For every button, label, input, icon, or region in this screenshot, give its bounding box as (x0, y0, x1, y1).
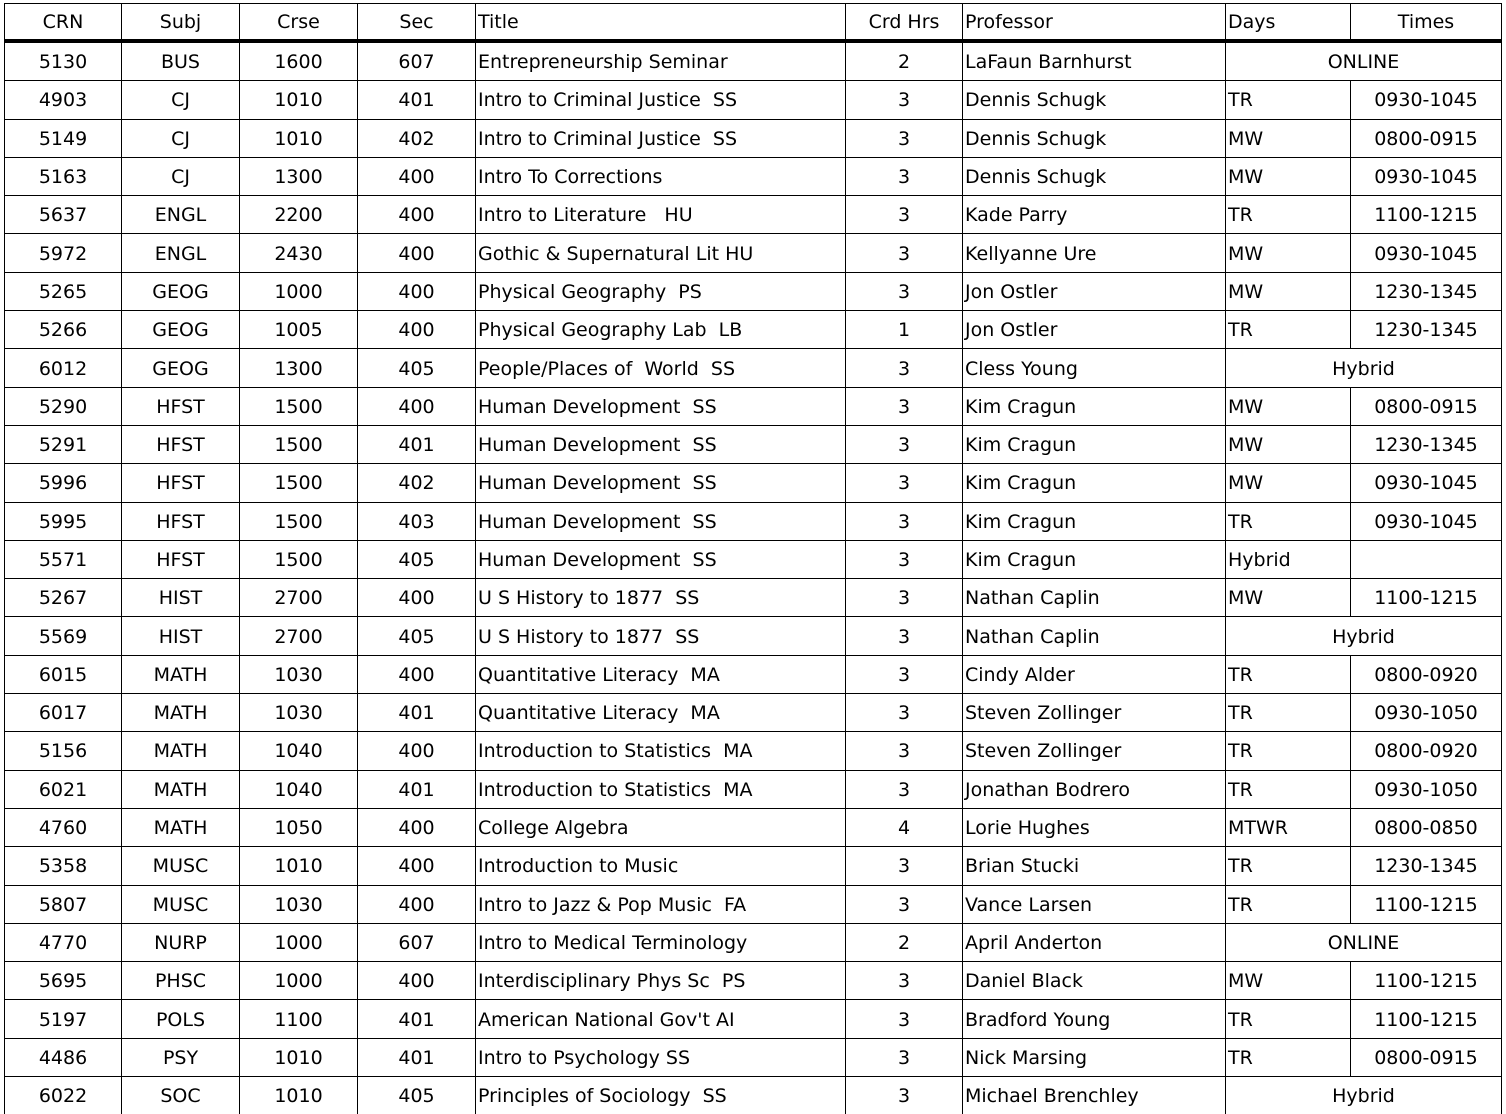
cell-days-times: ONLINE (1226, 923, 1502, 961)
cell-days-times: Hybrid (1226, 349, 1502, 387)
cell-crn: 4770 (5, 923, 122, 961)
cell-title: American National Gov't AI (476, 1000, 846, 1038)
cell-crd: 3 (846, 617, 963, 655)
cell-subj: MATH (122, 655, 240, 693)
cell-title: Introduction to Statistics MA (476, 732, 846, 770)
cell-sec: 401 (358, 1000, 476, 1038)
cell-subj: GEOG (122, 311, 240, 349)
cell-crd: 2 (846, 41, 963, 81)
table-body (5, 41, 1502, 1114)
cell-prof: Jonathan Bodrero (963, 770, 1226, 808)
cell-sec: 400 (358, 157, 476, 195)
cell-days-times: Hybrid (1226, 1077, 1502, 1114)
table-row (5, 1000, 1502, 1038)
cell-crse: 1010 (240, 119, 358, 157)
cell-subj: MUSC (122, 885, 240, 923)
cell-subj: HFST (122, 387, 240, 425)
cell-crd: 3 (846, 579, 963, 617)
cell-crn: 5637 (5, 196, 122, 234)
cell-crd: 3 (846, 655, 963, 693)
cell-sec: 403 (358, 502, 476, 540)
cell-title: Intro to Literature HU (476, 196, 846, 234)
cell-prof: Cindy Alder (963, 655, 1226, 693)
cell-title: Physical Geography PS (476, 272, 846, 310)
cell-times: 1100-1215 (1351, 962, 1502, 1000)
cell-days: TR (1226, 196, 1351, 234)
cell-prof: Nick Marsing (963, 1038, 1226, 1076)
cell-days: TR (1226, 81, 1351, 119)
cell-crd: 3 (846, 157, 963, 195)
cell-crse: 1030 (240, 885, 358, 923)
cell-times: 0800-0915 (1351, 1038, 1502, 1076)
cell-prof: Kim Cragun (963, 464, 1226, 502)
cell-days: TR (1226, 502, 1351, 540)
cell-sec: 400 (358, 196, 476, 234)
cell-crse: 1010 (240, 81, 358, 119)
header-days: Days (1226, 4, 1351, 42)
cell-times: 1230-1345 (1351, 425, 1502, 463)
cell-subj: GEOG (122, 272, 240, 310)
cell-crd: 3 (846, 770, 963, 808)
cell-sec: 405 (358, 349, 476, 387)
cell-subj: POLS (122, 1000, 240, 1038)
cell-prof: LaFaun Barnhurst (963, 41, 1226, 81)
cell-title: Intro to Criminal Justice SS (476, 119, 846, 157)
cell-crse: 1040 (240, 732, 358, 770)
cell-times: 1230-1345 (1351, 272, 1502, 310)
cell-subj: MUSC (122, 847, 240, 885)
cell-crse: 1100 (240, 1000, 358, 1038)
cell-sec: 401 (358, 770, 476, 808)
cell-crn: 5290 (5, 387, 122, 425)
cell-prof: Cless Young (963, 349, 1226, 387)
cell-crn: 6022 (5, 1077, 122, 1114)
cell-times: 0930-1045 (1351, 502, 1502, 540)
cell-crse: 1500 (240, 540, 358, 578)
cell-title: Interdisciplinary Phys Sc PS (476, 962, 846, 1000)
cell-crse: 1600 (240, 41, 358, 81)
cell-crn: 5695 (5, 962, 122, 1000)
cell-crse: 1300 (240, 349, 358, 387)
cell-crse: 1500 (240, 425, 358, 463)
table-row (5, 579, 1502, 617)
cell-times: 1230-1345 (1351, 847, 1502, 885)
cell-title: Intro To Corrections (476, 157, 846, 195)
cell-title: U S History to 1877 SS (476, 617, 846, 655)
cell-days: Hybrid (1226, 540, 1351, 578)
cell-prof: Steven Zollinger (963, 694, 1226, 732)
cell-crn: 5156 (5, 732, 122, 770)
cell-prof: Michael Brenchley (963, 1077, 1226, 1114)
table-row (5, 196, 1502, 234)
cell-sec: 400 (358, 962, 476, 1000)
table-row (5, 387, 1502, 425)
cell-subj: PSY (122, 1038, 240, 1076)
cell-crd: 1 (846, 311, 963, 349)
cell-crn: 5265 (5, 272, 122, 310)
cell-days: TR (1226, 1000, 1351, 1038)
cell-crse: 1010 (240, 1077, 358, 1114)
table-row (5, 962, 1502, 1000)
cell-prof: Kade Parry (963, 196, 1226, 234)
cell-subj: HIST (122, 617, 240, 655)
cell-title: Principles of Sociology SS (476, 1077, 846, 1114)
cell-days: MW (1226, 387, 1351, 425)
cell-days: MTWR (1226, 808, 1351, 846)
cell-crn: 5571 (5, 540, 122, 578)
cell-crd: 3 (846, 1000, 963, 1038)
table-row (5, 617, 1502, 655)
cell-sec: 402 (358, 464, 476, 502)
cell-days-times: ONLINE (1226, 41, 1502, 81)
cell-times: 0930-1045 (1351, 81, 1502, 119)
cell-title: Human Development SS (476, 387, 846, 425)
cell-subj: PHSC (122, 962, 240, 1000)
cell-days: MW (1226, 119, 1351, 157)
cell-prof: Jon Ostler (963, 272, 1226, 310)
cell-prof: Kim Cragun (963, 540, 1226, 578)
cell-crd: 3 (846, 425, 963, 463)
cell-crn: 6015 (5, 655, 122, 693)
cell-crn: 5995 (5, 502, 122, 540)
cell-title: Intro to Criminal Justice SS (476, 81, 846, 119)
cell-prof: April Anderton (963, 923, 1226, 961)
cell-times: 0800-0850 (1351, 808, 1502, 846)
cell-times (1351, 540, 1502, 578)
cell-times: 1100-1215 (1351, 579, 1502, 617)
cell-crd: 3 (846, 502, 963, 540)
cell-title: People/Places of World SS (476, 349, 846, 387)
table-row (5, 694, 1502, 732)
header-professor: Professor (963, 4, 1226, 42)
cell-title: Quantitative Literacy MA (476, 694, 846, 732)
cell-times: 0930-1050 (1351, 694, 1502, 732)
table-row (5, 923, 1502, 961)
cell-title: Human Development SS (476, 464, 846, 502)
cell-title: Intro to Medical Terminology (476, 923, 846, 961)
cell-sec: 400 (358, 655, 476, 693)
cell-crse: 2700 (240, 617, 358, 655)
cell-crn: 5291 (5, 425, 122, 463)
course-schedule-table (4, 3, 1502, 1114)
cell-sec: 400 (358, 579, 476, 617)
cell-sec: 405 (358, 540, 476, 578)
cell-title: Human Development SS (476, 425, 846, 463)
cell-title: College Algebra (476, 808, 846, 846)
cell-sec: 401 (358, 81, 476, 119)
cell-subj: HFST (122, 540, 240, 578)
cell-crn: 6017 (5, 694, 122, 732)
cell-sec: 400 (358, 885, 476, 923)
cell-crd: 2 (846, 923, 963, 961)
cell-crn: 4760 (5, 808, 122, 846)
header-subj: Subj (122, 4, 240, 42)
cell-crse: 1300 (240, 157, 358, 195)
cell-crd: 3 (846, 81, 963, 119)
table-row (5, 41, 1502, 81)
cell-sec: 607 (358, 923, 476, 961)
cell-crn: 5972 (5, 234, 122, 272)
header-crd-hrs: Crd Hrs (846, 4, 963, 42)
cell-crd: 3 (846, 349, 963, 387)
cell-crn: 5197 (5, 1000, 122, 1038)
cell-sec: 400 (358, 847, 476, 885)
cell-crse: 1000 (240, 962, 358, 1000)
cell-times: 0930-1045 (1351, 464, 1502, 502)
cell-subj: SOC (122, 1077, 240, 1114)
cell-prof: Dennis Schugk (963, 81, 1226, 119)
cell-title: U S History to 1877 SS (476, 579, 846, 617)
cell-crd: 3 (846, 847, 963, 885)
cell-sec: 400 (358, 234, 476, 272)
cell-crse: 1010 (240, 1038, 358, 1076)
cell-days: MW (1226, 464, 1351, 502)
cell-crse: 1000 (240, 272, 358, 310)
cell-prof: Lorie Hughes (963, 808, 1226, 846)
table-row (5, 464, 1502, 502)
cell-times: 0800-0920 (1351, 655, 1502, 693)
cell-crn: 4486 (5, 1038, 122, 1076)
cell-days: MW (1226, 234, 1351, 272)
cell-subj: BUS (122, 41, 240, 81)
cell-prof: Nathan Caplin (963, 617, 1226, 655)
cell-crse: 1050 (240, 808, 358, 846)
cell-days: MW (1226, 272, 1351, 310)
table-row (5, 272, 1502, 310)
cell-times: 1100-1215 (1351, 1000, 1502, 1038)
cell-sec: 405 (358, 617, 476, 655)
cell-subj: HIST (122, 579, 240, 617)
cell-days: TR (1226, 1038, 1351, 1076)
table-row (5, 81, 1502, 119)
header-times: Times (1351, 4, 1502, 42)
cell-days: TR (1226, 694, 1351, 732)
cell-crd: 3 (846, 1077, 963, 1114)
cell-crn: 4903 (5, 81, 122, 119)
cell-title: Gothic & Supernatural Lit HU (476, 234, 846, 272)
header-row (5, 4, 1502, 42)
cell-subj: CJ (122, 81, 240, 119)
cell-title: Entrepreneurship Seminar (476, 41, 846, 81)
cell-title: Intro to Psychology SS (476, 1038, 846, 1076)
cell-days: MW (1226, 425, 1351, 463)
cell-crd: 3 (846, 119, 963, 157)
cell-crse: 2700 (240, 579, 358, 617)
cell-crse: 1000 (240, 923, 358, 961)
header-crse: Crse (240, 4, 358, 42)
cell-sec: 400 (358, 311, 476, 349)
table-header (5, 4, 1502, 42)
cell-crn: 5807 (5, 885, 122, 923)
cell-prof: Kellyanne Ure (963, 234, 1226, 272)
cell-crse: 2200 (240, 196, 358, 234)
cell-crse: 1005 (240, 311, 358, 349)
cell-crse: 1500 (240, 464, 358, 502)
cell-sec: 401 (358, 694, 476, 732)
cell-prof: Jon Ostler (963, 311, 1226, 349)
cell-times: 1100-1215 (1351, 196, 1502, 234)
cell-crse: 1010 (240, 847, 358, 885)
cell-subj: CJ (122, 157, 240, 195)
table-row (5, 502, 1502, 540)
cell-title: Introduction to Music (476, 847, 846, 885)
cell-prof: Daniel Black (963, 962, 1226, 1000)
cell-days: TR (1226, 732, 1351, 770)
cell-title: Physical Geography Lab LB (476, 311, 846, 349)
cell-crd: 3 (846, 694, 963, 732)
table-row (5, 1077, 1502, 1114)
table-row (5, 808, 1502, 846)
cell-crd: 3 (846, 1038, 963, 1076)
cell-title: Quantitative Literacy MA (476, 655, 846, 693)
cell-prof: Bradford Young (963, 1000, 1226, 1038)
cell-crd: 3 (846, 540, 963, 578)
cell-times: 0800-0915 (1351, 119, 1502, 157)
cell-crn: 6012 (5, 349, 122, 387)
cell-crn: 5130 (5, 41, 122, 81)
cell-days: TR (1226, 655, 1351, 693)
cell-crd: 3 (846, 196, 963, 234)
cell-crse: 1040 (240, 770, 358, 808)
cell-crd: 3 (846, 234, 963, 272)
cell-days: TR (1226, 311, 1351, 349)
table-row (5, 732, 1502, 770)
cell-prof: Dennis Schugk (963, 157, 1226, 195)
cell-prof: Steven Zollinger (963, 732, 1226, 770)
header-title: Title (476, 4, 846, 42)
cell-crn: 5267 (5, 579, 122, 617)
cell-crn: 6021 (5, 770, 122, 808)
cell-subj: MATH (122, 694, 240, 732)
cell-days-times: Hybrid (1226, 617, 1502, 655)
cell-crd: 3 (846, 885, 963, 923)
cell-subj: HFST (122, 464, 240, 502)
table-row (5, 234, 1502, 272)
cell-crn: 5996 (5, 464, 122, 502)
cell-subj: NURP (122, 923, 240, 961)
cell-crd: 3 (846, 732, 963, 770)
cell-title: Introduction to Statistics MA (476, 770, 846, 808)
cell-days: TR (1226, 885, 1351, 923)
cell-crd: 3 (846, 464, 963, 502)
cell-days: TR (1226, 770, 1351, 808)
cell-times: 0800-0920 (1351, 732, 1502, 770)
cell-days: MW (1226, 157, 1351, 195)
cell-subj: ENGL (122, 234, 240, 272)
table-row (5, 425, 1502, 463)
table-row (5, 349, 1502, 387)
table-row (5, 157, 1502, 195)
table-row (5, 1038, 1502, 1076)
cell-prof: Vance Larsen (963, 885, 1226, 923)
cell-crn: 5163 (5, 157, 122, 195)
table-row (5, 770, 1502, 808)
cell-times: 0800-0915 (1351, 387, 1502, 425)
cell-prof: Nathan Caplin (963, 579, 1226, 617)
cell-sec: 400 (358, 272, 476, 310)
cell-sec: 401 (358, 1038, 476, 1076)
table-row (5, 540, 1502, 578)
cell-subj: HFST (122, 502, 240, 540)
cell-title: Human Development SS (476, 540, 846, 578)
cell-subj: ENGL (122, 196, 240, 234)
cell-crn: 5569 (5, 617, 122, 655)
cell-crd: 4 (846, 808, 963, 846)
cell-crse: 1030 (240, 655, 358, 693)
table-row (5, 311, 1502, 349)
cell-times: 1100-1215 (1351, 885, 1502, 923)
cell-sec: 401 (358, 425, 476, 463)
cell-days: TR (1226, 847, 1351, 885)
cell-sec: 402 (358, 119, 476, 157)
cell-times: 0930-1045 (1351, 234, 1502, 272)
cell-times: 0930-1050 (1351, 770, 1502, 808)
cell-prof: Brian Stucki (963, 847, 1226, 885)
cell-crse: 1500 (240, 502, 358, 540)
cell-days: MW (1226, 962, 1351, 1000)
cell-times: 1230-1345 (1351, 311, 1502, 349)
cell-sec: 400 (358, 808, 476, 846)
cell-prof: Kim Cragun (963, 387, 1226, 425)
cell-crn: 5266 (5, 311, 122, 349)
cell-title: Intro to Jazz & Pop Music FA (476, 885, 846, 923)
table-row (5, 885, 1502, 923)
cell-crn: 5358 (5, 847, 122, 885)
cell-subj: HFST (122, 425, 240, 463)
cell-crn: 5149 (5, 119, 122, 157)
table-row (5, 119, 1502, 157)
cell-crd: 3 (846, 387, 963, 425)
cell-subj: MATH (122, 770, 240, 808)
cell-title: Human Development SS (476, 502, 846, 540)
cell-crse: 1030 (240, 694, 358, 732)
cell-prof: Kim Cragun (963, 425, 1226, 463)
cell-crse: 1500 (240, 387, 358, 425)
cell-subj: MATH (122, 732, 240, 770)
header-sec: Sec (358, 4, 476, 42)
cell-crd: 3 (846, 272, 963, 310)
cell-sec: 400 (358, 387, 476, 425)
cell-prof: Dennis Schugk (963, 119, 1226, 157)
header-crn: CRN (5, 4, 122, 42)
cell-subj: CJ (122, 119, 240, 157)
cell-subj: MATH (122, 808, 240, 846)
cell-sec: 607 (358, 41, 476, 81)
cell-times: 0930-1045 (1351, 157, 1502, 195)
table-row (5, 847, 1502, 885)
cell-days: MW (1226, 579, 1351, 617)
cell-sec: 400 (358, 732, 476, 770)
cell-sec: 405 (358, 1077, 476, 1114)
cell-prof: Kim Cragun (963, 502, 1226, 540)
cell-subj: GEOG (122, 349, 240, 387)
cell-crd: 3 (846, 962, 963, 1000)
cell-crse: 2430 (240, 234, 358, 272)
table-row (5, 655, 1502, 693)
